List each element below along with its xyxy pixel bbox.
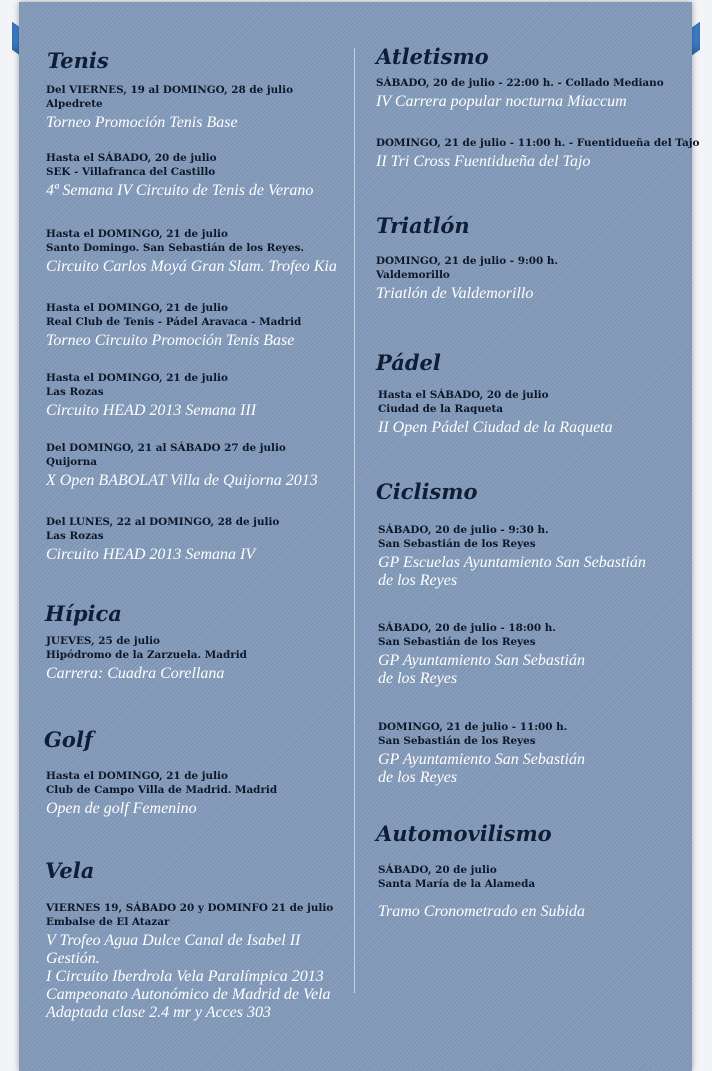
event-date: SÁBADO, 20 de julio - 9:30 h. xyxy=(378,524,549,536)
event-name: GP Ayuntamiento San Sebastián de los Reyes xyxy=(378,652,585,687)
event-item xyxy=(378,863,585,921)
event-date: VIERNES 19, SÁBADO 20 y DOMINFO 21 de julio xyxy=(46,902,334,914)
event-place: Embalse de El Atazar xyxy=(46,916,170,928)
event-date: DOMINGO, 21 de julio - 11:00 h. - Fuentidueña del Tajo xyxy=(376,137,700,149)
event-item xyxy=(46,769,277,818)
event-place: San Sebastián de los Reyes xyxy=(378,636,536,648)
event-place: Quijorna xyxy=(46,456,98,468)
section-title-triatlon: Triatlón xyxy=(376,213,470,238)
event-date: SÁBADO, 20 de julio - 18:00 h. xyxy=(378,622,556,634)
event-date: Hasta el SÁBADO, 20 de julio xyxy=(378,389,549,401)
event-date: Del DOMINGO, 21 al SÁBADO 27 de julio xyxy=(46,442,286,454)
event-item xyxy=(46,634,247,683)
event-date: Del VIERNES, 19 al DOMINGO, 28 de julio xyxy=(46,84,294,96)
event-item xyxy=(46,515,279,564)
event-place: San Sebastián de los Reyes xyxy=(378,538,536,550)
event-name: II Open Pádel Ciudad de la Raqueta xyxy=(378,419,613,436)
event-place: Ciudad de la Raqueta xyxy=(378,403,504,415)
event-item xyxy=(46,371,256,420)
event-date: Hasta el DOMINGO, 21 de julio xyxy=(46,372,228,384)
event-name: IV Carrera popular nocturna Miaccum xyxy=(376,93,627,110)
event-date: Del LUNES, 22 al DOMINGO, 28 de julio xyxy=(46,516,280,528)
event-place: Alpedrete xyxy=(46,98,103,110)
event-item xyxy=(46,151,313,200)
section-title-vela: Vela xyxy=(45,858,95,883)
event-date: Hasta el DOMINGO, 21 de julio xyxy=(46,302,228,314)
event-name: Torneo Circuito Promoción Tenis Base xyxy=(46,332,295,349)
section-title-hipica: Hípica xyxy=(45,601,122,626)
event-name: Tramo Cronometrado en Subida xyxy=(378,903,585,920)
section-title-atletismo: Atletismo xyxy=(376,44,489,69)
section-title-tenis: Tenis xyxy=(47,48,109,73)
event-date: SÁBADO, 20 de julio xyxy=(378,864,497,876)
event-item xyxy=(376,136,699,171)
event-name: Open de golf Femenino xyxy=(46,800,197,817)
event-date: Hasta el DOMINGO, 21 de julio xyxy=(46,770,228,782)
event-date: DOMINGO, 21 de julio - 11:00 h. xyxy=(378,721,568,733)
event-item xyxy=(376,76,664,111)
event-item xyxy=(46,441,318,490)
event-date: SÁBADO, 20 de julio - 22:00 h. - Collado Mediano xyxy=(376,77,664,89)
event-name: X Open BABOLAT Villa de Quijorna 2013 xyxy=(46,472,318,489)
event-place: SEK - Villafranca del Castillo xyxy=(46,166,216,178)
section-title-ciclismo: Ciclismo xyxy=(376,479,478,504)
event-date: JUEVES, 25 de julio xyxy=(46,635,160,647)
event-name: Torneo Promoción Tenis Base xyxy=(46,114,238,131)
event-name: 4ª Semana IV Circuito de Tenis de Verano xyxy=(46,182,314,199)
event-name: II Tri Cross Fuentidueña del Tajo xyxy=(376,153,591,170)
event-place: Las Rozas xyxy=(46,386,104,398)
event-name: V Trofeo Agua Dulce Canal de Isabel II Gestión. I Circuito Iberdrola Vela Paralímpica 2013 Campeonato Autonómico de Madrid de Vela Adaptada clase 2.4 mr y Acces 303 xyxy=(46,932,331,1021)
event-place: Real Club de Tenis - Pádel Aravaca - Madrid xyxy=(46,316,302,328)
event-date: DOMINGO, 21 de julio - 9:00 h. xyxy=(376,255,559,267)
event-item xyxy=(46,83,293,132)
event-name: Circuito HEAD 2013 Semana III xyxy=(46,402,257,419)
event-place: Las Rozas xyxy=(46,530,104,542)
event-name: Circuito HEAD 2013 Semana IV xyxy=(46,546,256,563)
event-date: Hasta el DOMINGO, 21 de julio xyxy=(46,228,228,240)
event-name: GP Ayuntamiento San Sebastián de los Reyes xyxy=(378,751,585,786)
event-item xyxy=(46,901,333,1022)
section-title-padel: Pádel xyxy=(376,350,441,375)
event-item xyxy=(378,388,613,437)
event-place: Valdemorillo xyxy=(376,269,450,281)
event-place: San Sebastián de los Reyes xyxy=(378,735,536,747)
section-title-golf: Golf xyxy=(44,727,93,752)
event-item xyxy=(378,523,646,590)
event-place: Club de Campo Villa de Madrid. Madrid xyxy=(46,784,278,796)
event-item xyxy=(378,720,585,787)
event-item xyxy=(46,227,337,276)
event-item xyxy=(376,254,558,303)
event-place: Santo Domingo. San Sebastián de los Reyes. xyxy=(46,242,305,254)
column-divider xyxy=(354,48,355,993)
event-place: Santa María de la Alameda xyxy=(378,878,536,890)
event-place: Hipódromo de la Zarzuela. Madrid xyxy=(46,649,247,661)
event-item xyxy=(46,301,301,350)
event-name: Carrera: Cuadra Corellana xyxy=(46,665,225,682)
event-name: Triatlón de Valdemorillo xyxy=(376,285,534,302)
section-title-automovilismo: Automovilismo xyxy=(376,821,552,846)
event-name: GP Escuelas Ayuntamiento San Sebastián de los Reyes xyxy=(378,554,646,589)
event-date: Hasta el SÁBADO, 20 de julio xyxy=(46,152,217,164)
event-item xyxy=(378,621,585,688)
event-name: Circuito Carlos Moyá Gran Slam. Trofeo Kia xyxy=(46,258,337,275)
